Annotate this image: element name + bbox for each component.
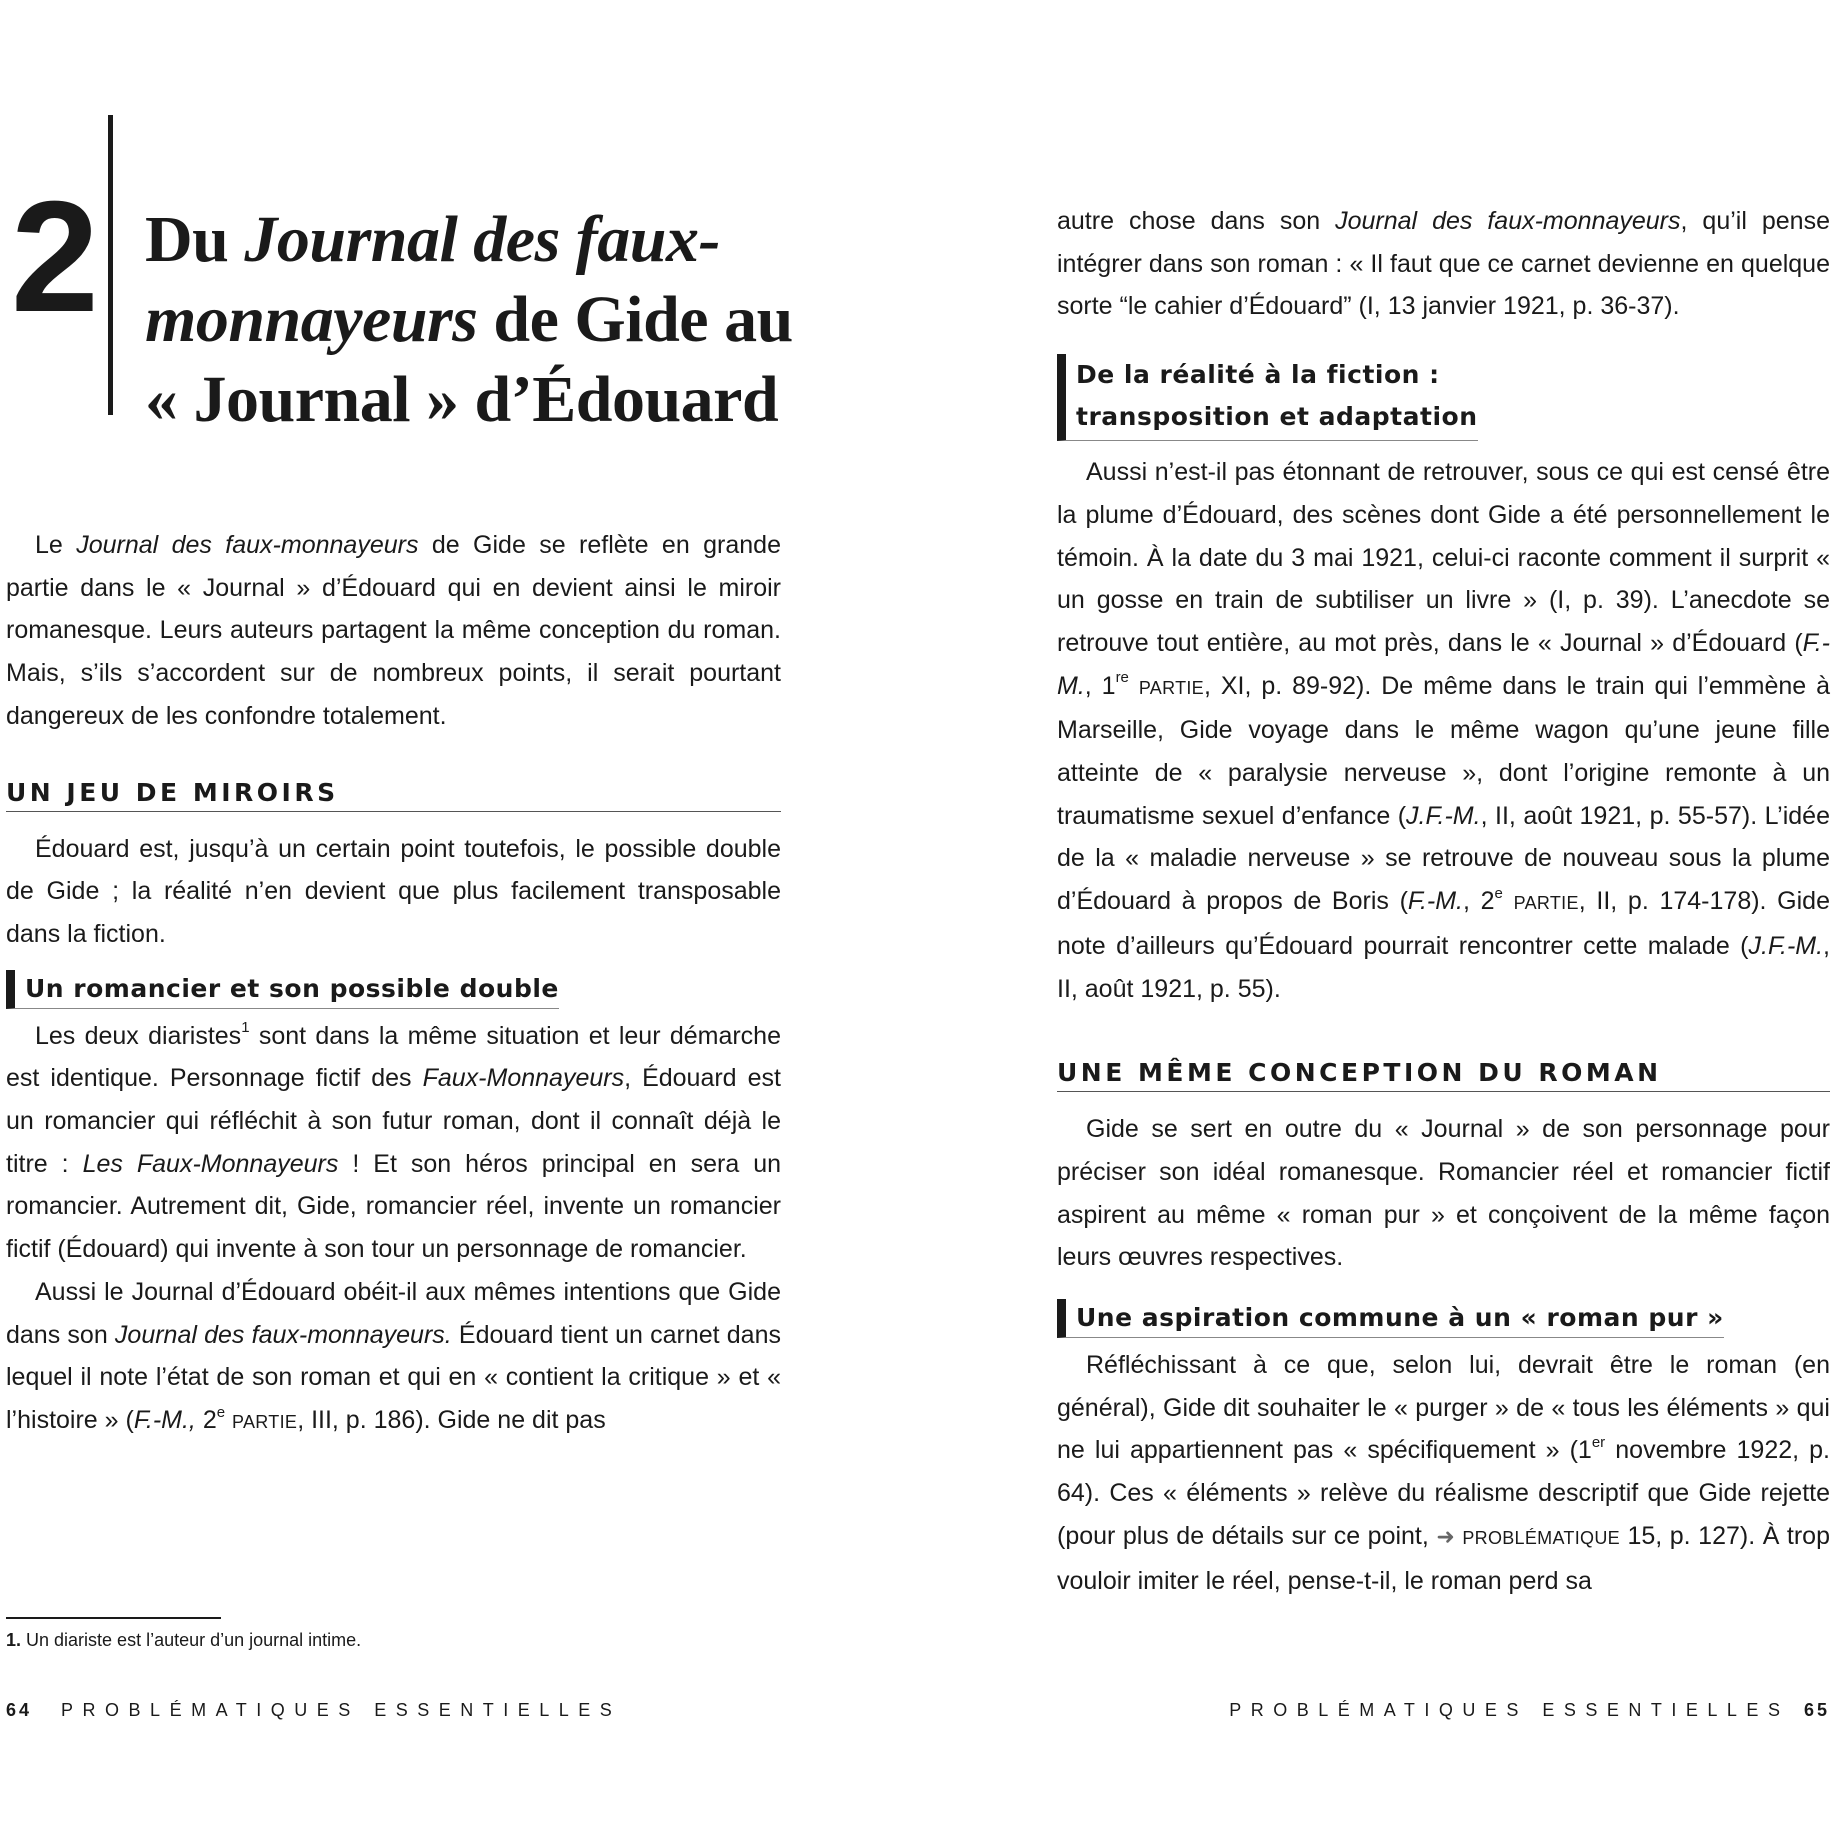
subheading-roman-pur: Une aspiration commune à un « roman pur »	[1057, 1299, 1724, 1338]
section1-paragraph-3: Aussi le Journal d’Édouard obéit-il aux mêmes intentions que Gide dans son Journal des faux-monnayeurs. Édouard tient un carnet dans lequel il note l’état de son roman et qui en « contient la critique » et « l’histoire » (F.-M., 2e PARTIE, III, p. 186). Gide ne dit pas	[6, 1277, 781, 1434]
chapter-divider	[108, 115, 113, 415]
title-italic-part: Journal des faux-	[244, 203, 720, 276]
page-number-right: 65	[1803, 1700, 1830, 1720]
section-heading-conception-roman: UNE MÊME CONCEPTION DU ROMAN	[1057, 1058, 1830, 1092]
section2-paragraph: Gide se sert en outre du « Journal » de son personnage pour préciser son idéal romanesque. Romancier réel et romancier fictif aspirent au même « roman pur » et conçoivent de la même façon leurs œuvres respectives.	[1057, 1115, 1830, 1272]
section2-paragraph-2: Réfléchissant à ce que, selon lui, devrait être le roman (en général), Gide dit souhaiter le « purger » de « tous les éléments » qui ne lui appartiennent pas « spécifiquement » (1er novembre 1922, p. 64). Ces « éléments » relève du réalisme descriptif que Gide rejette (pour plus de détails sur ce point, ➜ PROBLÉMATIQUE 15, p. 127). À trop vouloir imiter le réel, pense-t-il, le roman perd sa	[1057, 1351, 1831, 1595]
left-column	[6, 524, 781, 1444]
footnote: 1. Un diariste est l’auteur d’un journal intime.	[6, 1630, 362, 1650]
subheading-wrapper	[6, 970, 781, 1009]
running-title-left: PROBLÉMATIQUES ESSENTIELLES	[61, 1700, 622, 1720]
right-column	[1057, 200, 1830, 1602]
title-part: « Journal » d’Édouard	[145, 363, 779, 436]
footnote-ref[interactable]: 1	[241, 1019, 250, 1037]
title-part: de Gide au	[477, 283, 793, 356]
section1-paragraph-2: Les deux diaristes$^1$ sont dans la même situation et leur démarche est identique. Personnage fictif des Faux-Monnayeurs, Édouard est un romancier qui réfléchit à son futur roman, dont il connaît déjà le titre : Les Faux-Monnayeurs ! Et son héros principal en sera un romancier. Autrement dit, Gide, romancier réel, invente un romancier fictif (Édouard) qui invente à son tour un personnage de romancier.	[6, 1019, 782, 1264]
subheading-wrapper-2	[1057, 354, 1830, 441]
left-page-footer	[6, 1700, 621, 1721]
left-page	[6, 0, 793, 1833]
section-heading-jeu-de-miroirs: UN JEU DE MIROIRS	[6, 778, 781, 812]
title-italic-part: monnayeurs	[145, 283, 478, 356]
chapter-number: 2	[11, 169, 95, 345]
right-page	[1057, 0, 1830, 1833]
cross-reference[interactable]: PROBLÉMATIQUE	[1462, 1527, 1620, 1548]
section1-paragraph-4: Aussi n’est-il pas étonnant de retrouver, sous ce qui est censé être la plume d’Édouard, des scènes dont Gide a été personnellement le témoin. À la date du 3 mai 1921, celui-ci raconte comment il surprit « un gosse en train de subtiliser un livre » (I, p. 39). L’anecdote se retrouve tout entière, au mot près, dans le « Journal » d’Édouard (F.-M., 1re PARTIE, XI, p. 89-92). De même dans le train qui l’emmène à Marseille, Gide voyage dans le même wagon qu’une jeune fille atteinte de « paralysie nerveuse », dont l’origine remonte à un traumatisme sexuel d’enfance (J.F.-M., II, août 1921, p. 55-57). L’idée de la « maladie nerveuse » se retrouve de nouveau sous la plume d’Édouard à propos de Boris (F.-M., 2e PARTIE, II, p. 174-178). Gide note d’ailleurs qu’Édouard pourrait rencontrer cette malade (J.F.-M., II, août 1921, p. 55).	[1057, 458, 1831, 1003]
section1-paragraph: Édouard est, jusqu’à un certain point toutefois, le possible double de Gide ; la réalité n’en devient que plus facilement transposable dans la fiction.	[6, 834, 781, 948]
subheading-realite-fiction: De la réalité à la fiction : transposition et adaptation	[1057, 354, 1478, 441]
running-title-right: PROBLÉMATIQUES ESSENTIELLES	[1229, 1700, 1790, 1720]
page-number-left: 64	[6, 1700, 33, 1720]
right-page-footer	[1229, 1700, 1830, 1721]
right-arrow-icon: ➜	[1436, 1523, 1455, 1549]
intro-paragraph: Le Journal des faux-monnayeurs de Gide se reflète en grande partie dans le « Journal » d’Édouard qui en devient ainsi le miroir romanesque. Leurs auteurs partagent la même conception du roman. Mais, s’ils s’accordent sur de nombreux points, il serait pourtant dangereux de les confondre totalement.	[6, 531, 781, 730]
footnote-rule	[6, 1617, 221, 1619]
subheading-romancier-double: Un romancier et son possible double	[6, 970, 559, 1009]
title-part: Du	[145, 203, 245, 276]
continued-paragraph: autre chose dans son Journal des faux-monnayeurs, qu’il pense intégrer dans son roman : « Il faut que ce carnet devienne en quelque sorte “le cahier d’Édouard” (I, 13 janvier 1921, p. 36-37).	[1057, 207, 1830, 321]
chapter-title	[145, 200, 795, 440]
subheading-wrapper-3	[1057, 1299, 1830, 1338]
